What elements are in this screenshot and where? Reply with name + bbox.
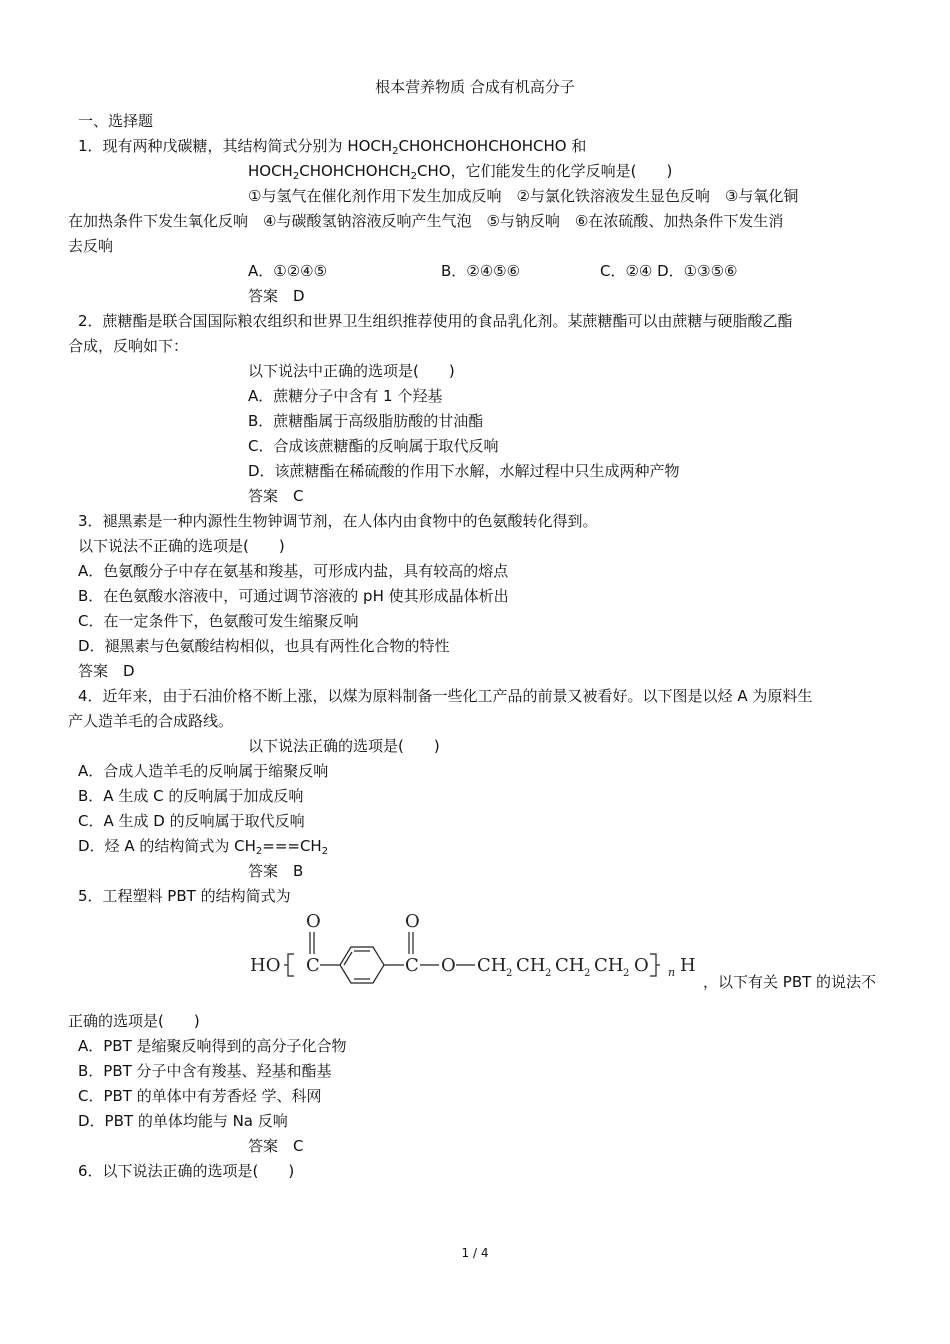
q5-option-b: B．PBT 分子中含有羧基、羟基和酯基 (78, 1062, 332, 1080)
formula-sub-3: 2 (584, 968, 591, 979)
q5-option-d: D．PBT 的单体均能与 Na 反响 (78, 1112, 288, 1130)
q6-stem: 6．以下说法正确的选项是( ) (78, 1162, 295, 1180)
formula-ester-oxygen: O (441, 955, 456, 976)
q1-choice-b: B．②④⑤⑥ (441, 262, 521, 280)
q2-option-b: B．蔗糖酯属于高级脂肪酸的甘油酯 (248, 412, 484, 430)
q5-stem-tail: ，以下有关 PBT 的说法不 (703, 973, 877, 991)
q2-option-a: A．蔗糖分子中含有 1 个羟基 (248, 387, 443, 405)
q1-choice-a: A．①②④⑤ (248, 262, 328, 280)
q4-option-a: A．合成人造羊毛的反响属于缩聚反响 (78, 762, 329, 780)
q4-stem-line2: 产人造羊毛的合成路线。 (68, 712, 234, 730)
q2-option-c: C．合成该蔗糖酯的反响属于取代反响 (248, 437, 499, 455)
q3-option-a: A．色氨酸分子中存在氨基和羧基，可形成内盐，具有较高的熔点 (78, 562, 509, 580)
q1-choice-cd: C．②④ D．①③⑤⑥ (600, 262, 738, 280)
q4-option-d: D．烃 A 的结构简式为 $CH_2===CH_2$ (78, 837, 329, 857)
formula-sub-1: 2 (506, 968, 513, 979)
page-number: 1 / 4 (461, 1246, 489, 1260)
q3-option-c: C．在一定条件下，色氨酸可发生缩聚反响 (78, 612, 359, 630)
q5-answer: 答案 C (248, 1137, 304, 1155)
carbonyl-oxygen-right: O (405, 911, 420, 932)
q4-option-c: C．A 生成 D 的反响属于取代反响 (78, 812, 305, 830)
formula-sub-2: 2 (545, 968, 552, 979)
section-heading: 一、选择题 (78, 112, 154, 130)
formula-sub-4: 2 (623, 968, 630, 979)
q1-statements-line3: 去反响 (68, 237, 114, 255)
q3-answer: 答案 D (78, 662, 135, 680)
q2-option-d: D．该蔗糖酯在稀硫酸的作用下水解，水解过程中只生成两种产物 (248, 462, 680, 480)
q1-stem-line2: $HOCH_2CHOHCHOHCH_2CHO$，它们能发生的化学反响是( ) (248, 162, 673, 182)
q5-stem-line2: 正确的选项是( ) (68, 1012, 200, 1030)
formula-c-right: C (405, 955, 419, 976)
formula-ch2-3: CH (555, 955, 585, 976)
q1-stem-line1: 1．现有两种戊碳糖，其结构简式分别为 $HOCH_2CHOHCHOHCHOHCHO$ 和 (78, 137, 587, 157)
carbonyl-oxygen-left: O (306, 911, 321, 932)
q2-stem-line1: 2．蔗糖酯是联合国国际粮农组织和世界卫生组织推荐使用的食品乳化剂。某蔗糖酯可以由蔗糖与硬脂酸乙酯 (78, 312, 793, 330)
q1-answer: 答案 D (248, 287, 305, 305)
q3-option-d: D．褪黑素与色氨酸结构相似，也具有两性化合物的特性 (78, 637, 450, 655)
formula-c-left: C (306, 955, 320, 976)
q4-question: 以下说法正确的选项是( ) (248, 737, 440, 755)
q5-option-a: A．PBT 是缩聚反响得到的高分子化合物 (78, 1037, 347, 1055)
q2-stem-line2: 合成，反响如下： (68, 337, 189, 355)
q5-option-c: C．PBT 的单体中有芳香烃 学、科网 (78, 1087, 322, 1105)
q1-statements-line1: ①与氢气在催化剂作用下发生加成反响 ②与氯化铁溶液发生显色反响 ③与氧化铜 (248, 187, 799, 205)
q3-question: 以下说法不正确的选项是( ) (78, 537, 285, 555)
formula-ch2-1: CH (477, 955, 507, 976)
page-title: 根本营养物质 合成有机高分子 (375, 78, 575, 96)
formula-n: n (668, 966, 676, 979)
formula-end-oxygen: O (634, 955, 649, 976)
formula-ch2-2: CH (516, 955, 546, 976)
q2-answer: 答案 C (248, 487, 304, 505)
q4-answer: 答案 B (248, 862, 304, 880)
q4-stem-line1: 4．近年来，由于石油价格不断上涨，以煤为原料制备一些化工产品的前景又被看好。以下图是以烃 A 为原料生 (78, 687, 813, 705)
q1-statements-line2: 在加热条件下发生氧化反响 ④与碳酸氢钠溶液反响产生气泡 ⑤与钠反响 ⑥在浓硫酸、加热条件下发生消 (68, 212, 784, 230)
q3-option-b: B．在色氨酸水溶液中，可通过调节溶液的 pH 使其形成晶体析出 (78, 587, 509, 605)
formula-ch2-4: CH (594, 955, 624, 976)
q2-question: 以下说法中正确的选项是( ) (248, 362, 455, 380)
formula-h: H (680, 955, 696, 976)
pbt-structure-formula (248, 910, 698, 990)
q3-stem: 3．褪黑素是一种内源性生物钟调节剂，在人体内由食物中的色氨酸转化得到。 (78, 512, 598, 530)
formula-ho: HO (250, 955, 281, 976)
q4-option-b: B．A 生成 C 的反响属于加成反响 (78, 787, 304, 805)
q5-stem: 5．工程塑料 PBT 的结构简式为 (78, 887, 291, 905)
